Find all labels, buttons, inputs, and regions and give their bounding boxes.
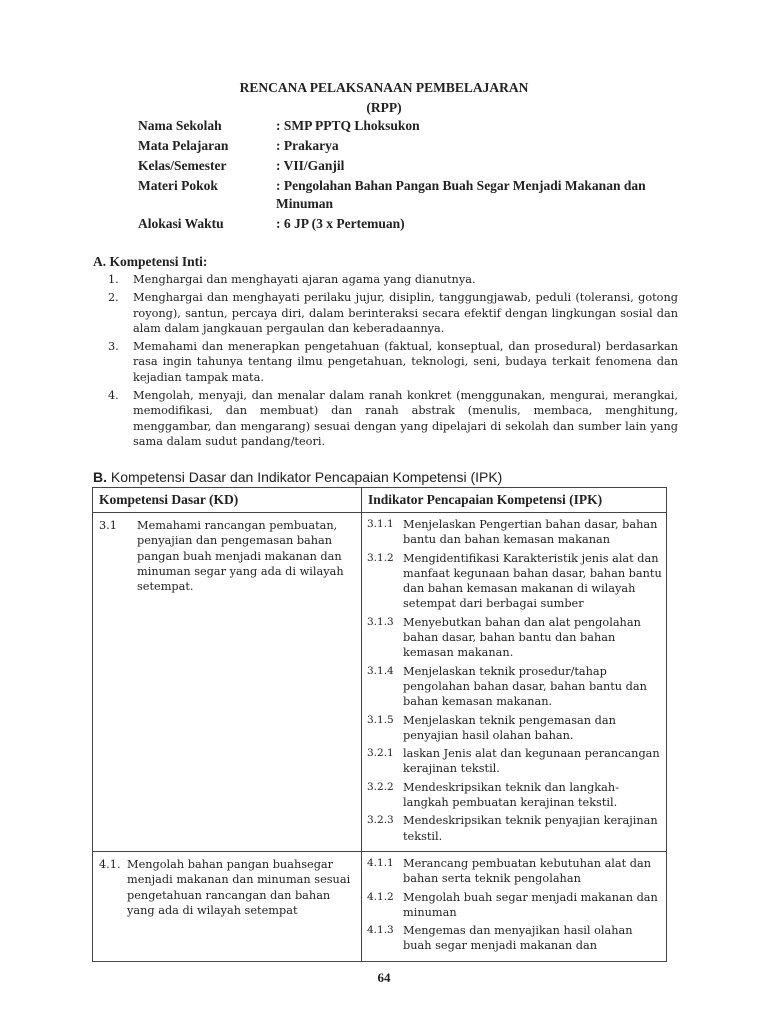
ipk-number: 3.2.3	[367, 814, 394, 827]
ipk-cell	[362, 851, 667, 961]
section-letter: B.	[93, 469, 107, 485]
ipk-item	[367, 890, 662, 921]
ipk-number: 4.1.1	[367, 856, 394, 869]
info-label: Kelas/Semester	[138, 158, 227, 173]
list-number: 1.	[108, 273, 119, 286]
page-number: 64	[377, 970, 391, 985]
info-value: : Prakarya	[276, 138, 339, 153]
section-b-heading	[93, 469, 502, 485]
kd-number: 4.1.	[99, 857, 121, 871]
ipk-text: laskan Jenis alat dan kegunaan perancangan kerajinan tekstil.	[403, 747, 660, 776]
ipk-number: 3.1.5	[367, 713, 394, 726]
info-row-subject	[138, 137, 698, 155]
core-competency-list	[108, 272, 678, 452]
competency-table	[92, 487, 667, 962]
ipk-number: 3.1.4	[367, 664, 394, 677]
ipk-item	[367, 615, 662, 661]
ipk-text: Menyebutkan bahan dan alat pengolahan bahan dasar, bahan bantu dan bahan kemasan makanan.	[403, 615, 641, 660]
kd-cell	[93, 513, 362, 852]
ipk-text: Menjelaskan teknik pengemasan dan penyajian hasil olahan bahan.	[403, 713, 616, 742]
info-value: : SMP PPTQ Lhoksukon	[276, 118, 420, 133]
ipk-text: Merancang pembuatan kebutuhan alat dan bahan serta teknik pengolahan	[403, 856, 652, 886]
list-text: Mengolah, menyaji, dan menalar dalam ranah konkret (menggunakan, mengurai, merangkai, memodifikasi, dan membuat) dan ranah abstrak (menulis, membaca, menghitung, menggambar, dan mengarang) sesuai dengan yang dipelajari di sekolah dan sumber lain yang sama dalam sudut pandang/teori.	[133, 389, 678, 448]
ipk-item	[367, 923, 662, 954]
ipk-number: 3.2.2	[367, 780, 394, 793]
ipk-number: 3.2.1	[367, 747, 394, 760]
document-subtitle: (RPP)	[366, 100, 402, 115]
table-row	[93, 513, 667, 852]
section-b-title: Kompetensi Dasar dan Indikator Pencapaian Kompetensi (IPK)	[110, 469, 503, 485]
identity-block	[138, 117, 698, 235]
ipk-text: Menjelaskan Pengertian bahan dasar, bahan bantu dan bahan kemasan makanan	[403, 518, 658, 547]
ipk-number: 3.1.1	[367, 518, 394, 530]
info-value: : Pengolahan Bahan Pangan Buah Segar Menjadi Makanan dan Minuman	[276, 178, 646, 211]
ipk-text: Mendeskripsikan teknik penyajian kerajinan tekstil.	[403, 814, 658, 843]
info-row-topic	[138, 177, 698, 213]
ipk-item	[367, 551, 662, 612]
ipk-item	[367, 746, 662, 777]
kd-text: Memahami rancangan pembuatan, penyajian dan pengemasan bahan pangan buah menjadi makanan dan minuman segar yang ada di wilayah setempat.	[137, 519, 344, 594]
info-row-class	[138, 157, 698, 175]
ipk-item	[367, 664, 662, 710]
list-text: Menghargai dan menghayati ajaran agama yang dianutnya.	[133, 273, 476, 286]
list-text: Memahami dan menerapkan pengetahuan (faktual, konseptual, dan prosedural) berdasarkan rasa ingin tahunya tentang ilmu pengetahuan, teknologi, seni, budaya terkait fenomena dan kejadian tampak mata.	[133, 340, 678, 384]
ipk-cell	[362, 513, 667, 852]
info-value: : 6 JP (3 x Pertemuan)	[276, 216, 405, 231]
list-item	[108, 339, 678, 385]
list-number: 2.	[108, 291, 119, 305]
ipk-number: 4.1.3	[367, 924, 394, 937]
ipk-text: Mengidentifikasi Karakteristik jenis alat dan manfaat kegunaan bahan dasar, bahan bantu dan bahan kemasan makanan di wilayah setempat dari berbagai sumber	[403, 551, 662, 611]
list-number: 3.	[108, 340, 119, 354]
table-header-row	[93, 488, 667, 513]
kd-cell	[93, 851, 362, 961]
table-row	[93, 851, 667, 961]
ipk-item	[367, 780, 662, 811]
section-a-heading: A. Kompetensi Inti:	[93, 254, 208, 269]
ipk-number: 3.1.3	[367, 615, 394, 628]
column-header-kd: Kompetensi Dasar (KD)	[93, 488, 362, 513]
kd-number: 3.1	[99, 519, 117, 532]
ipk-item	[367, 517, 662, 548]
info-value: : VII/Ganjil	[276, 158, 345, 173]
ipk-text: Mendeskripsikan teknik dan langkah-langkah pembuatan kerajinan tekstil.	[403, 780, 619, 810]
info-label: Alokasi Waktu	[138, 216, 224, 231]
ipk-item	[367, 713, 662, 744]
info-row-time	[138, 215, 698, 233]
ipk-item	[367, 856, 662, 887]
list-item	[108, 290, 678, 336]
list-item	[108, 388, 678, 449]
info-label: Materi Pokok	[138, 178, 218, 193]
document-title: RENCANA PELAKSANAAN PEMBELAJARAN	[239, 80, 529, 95]
column-header-ipk: Indikator Pencapaian Kompetensi (IPK)	[362, 488, 667, 513]
info-label: Mata Pelajaran	[138, 138, 229, 153]
list-number: 4.	[108, 389, 119, 403]
ipk-text: Menjelaskan teknik prosedur/tahap pengolahan bahan dasar, bahan bantu dan bahan kemasan makanan.	[403, 664, 647, 709]
kd-text: Mengolah bahan pangan buahsegar menjadi makanan dan minuman sesuai pengetahuan rancangan dan bahan yang ada di wilayah setempat	[127, 857, 351, 917]
ipk-text: Mengolah buah segar menjadi makanan dan minuman	[403, 890, 658, 919]
ipk-item	[367, 813, 662, 844]
ipk-number: 4.1.2	[367, 890, 394, 903]
info-label: Nama Sekolah	[138, 118, 222, 133]
ipk-text: Mengemas dan menyajikan hasil olahan buah segar menjadi makanan dan	[403, 924, 633, 953]
ipk-number: 3.1.2	[367, 551, 394, 564]
list-text: Menghargai dan menghayati perilaku jujur, disiplin, tanggungjawab, peduli (toleransi, gotong royong), santun, percaya diri, dalam berinteraksi secara efektif dengan lingkungan sosial dan alam dalam jangkauan pergaulan dan keberadaannya.	[133, 291, 678, 335]
list-item	[108, 272, 678, 287]
info-row-school	[138, 117, 698, 135]
